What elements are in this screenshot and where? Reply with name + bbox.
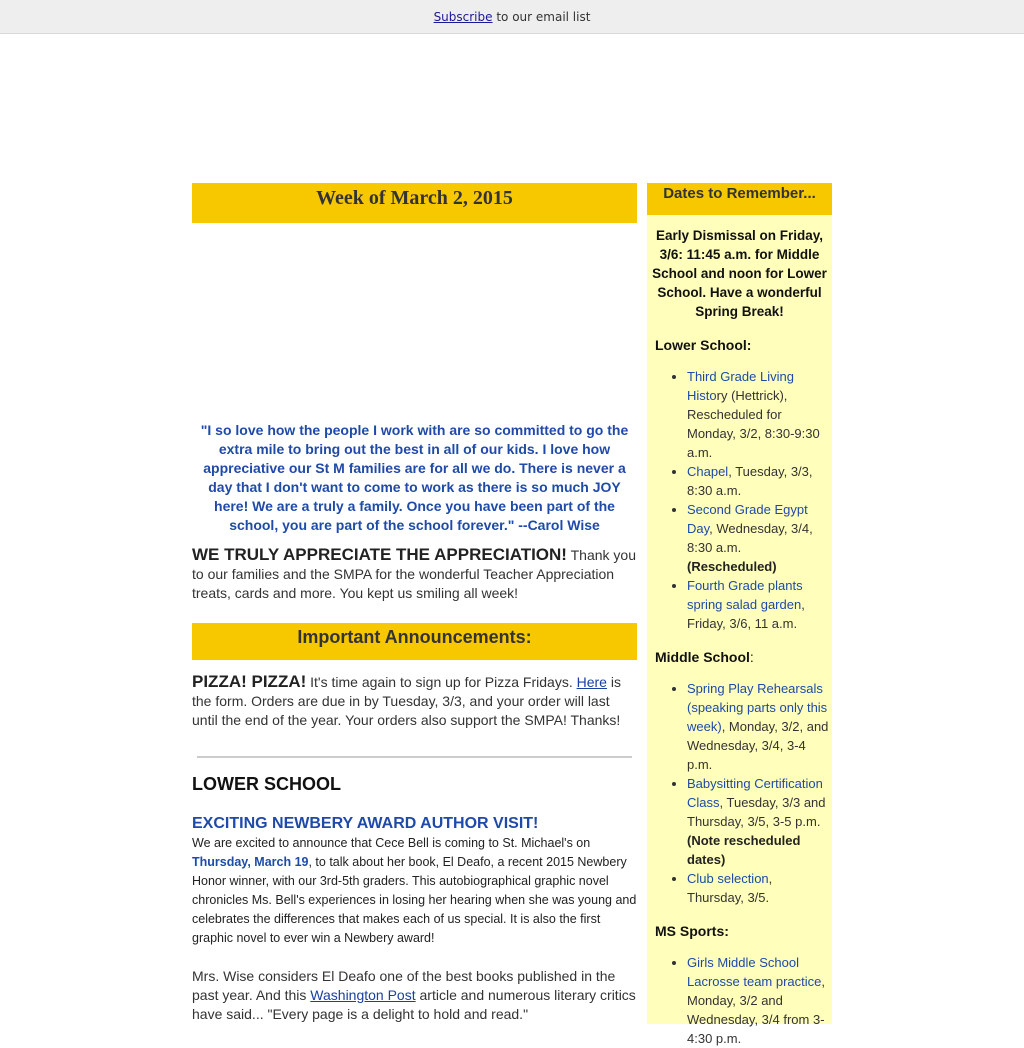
sidebar-title-bar	[647, 183, 832, 215]
event-link[interactable]: Second Grade Egypt Day	[687, 502, 808, 536]
event-link[interactable]: Babysitting Certification Class	[687, 776, 823, 810]
pizza-form-link[interactable]: Here	[576, 674, 607, 690]
week-title: Week of March 2, 2015	[316, 187, 513, 209]
event-link[interactable]: Club selection	[687, 871, 769, 886]
lower-school-dates-list	[647, 367, 832, 633]
event-details: ry (Hettrick), Rescheduled for Monday, 3/2, 8:30-9:30 a.m.	[687, 388, 820, 460]
carol-wise-quote: "I so love how the people I work with are so committed to go the extra mile to bring out the best in all of our kids. I love how appreciative our St M families are for all we do. There is never a day that I don't want to come to work as there is so much JOY here! We are a truly a family. Once you have been part of the school, you are part of the school forever." --Carol Wise	[200, 422, 629, 533]
event-link[interactable]: Chapel	[687, 464, 729, 479]
event-note: (Rescheduled)	[687, 559, 777, 574]
pizza-heading: PIZZA! PIZZA!	[192, 672, 307, 691]
announcements-bar	[192, 623, 637, 660]
subscribe-bar	[0, 0, 1024, 34]
appreciation-text: Thank you to our families and the SMPA for the wonderful Teacher Appreciation treats, cards and more. You kept us smiling all week!	[192, 547, 636, 601]
wise-text-2: article and numerous literary critics have said... "Every page is a delight to hold and read."	[192, 987, 636, 1022]
middle-school-dates-heading	[655, 649, 832, 665]
event-link[interactable]: Fourth Grade plants spring salad garden	[687, 578, 803, 612]
lower-school-dates-heading: Lower School:	[655, 337, 752, 353]
subscribe-text: to our email list	[492, 10, 591, 24]
appreciation-paragraph	[192, 545, 637, 603]
announcements-title: Important Announcements:	[297, 627, 532, 647]
middle-school-label: Middle School	[655, 649, 750, 665]
event-details: , Wednesday, 3/4, 8:30 a.m.	[687, 521, 813, 555]
event-details: , Monday, 3/2 and Wednesday, 3/4 from 3-4:30 p.m.	[687, 974, 826, 1046]
middle-school-colon: :	[749, 649, 754, 665]
wise-paragraph	[192, 967, 637, 1024]
ms-sports-heading: MS Sports:	[655, 923, 729, 939]
middle-school-dates-list	[647, 679, 832, 907]
list-item	[687, 679, 832, 774]
list-item	[687, 869, 832, 907]
list-item	[687, 367, 832, 462]
event-details: , Thursday, 3/5.	[687, 871, 773, 905]
list-item	[687, 953, 832, 1048]
dates-sidebar	[647, 183, 832, 1046]
list-item	[687, 774, 832, 869]
pizza-text-2: is the form. Orders are due in by Tuesday, 3/3, and your order will last until the end of the year. Your orders also support the SMPA! Thanks!	[192, 674, 621, 728]
subscribe-link[interactable]: Subscribe	[433, 10, 493, 24]
event-details: , Tuesday, 3/3 and Thursday, 3/5, 3-5 p.m.	[687, 795, 826, 829]
pizza-paragraph	[192, 672, 637, 730]
event-note: (Note rescheduled dates)	[687, 833, 801, 867]
lower-school-heading: LOWER SCHOOL	[192, 774, 341, 794]
photo-placeholder	[192, 223, 637, 421]
list-item	[687, 576, 832, 633]
list-item	[687, 462, 832, 500]
section-divider	[197, 756, 632, 758]
event-details: , Friday, 3/6, 11 a.m.	[687, 597, 805, 631]
newbery-heading: EXCITING NEWBERY AWARD AUTHOR VISIT!	[192, 815, 539, 832]
event-link[interactable]: Spring Play Rehearsals (speaking parts only this week)	[687, 681, 828, 734]
week-title-bar	[192, 183, 637, 223]
appreciation-heading: WE TRULY APPRECIATE THE APPRECIATION!	[192, 545, 567, 564]
washington-post-link[interactable]: Washington Post	[310, 987, 416, 1003]
sidebar-title: Dates to Remember...	[663, 185, 816, 202]
main-column	[192, 183, 637, 1024]
event-details: , Tuesday, 3/3, 8:30 a.m.	[687, 464, 813, 498]
newbery-text-2: , to talk about her book, El Deafo, a recent 2015 Newbery Honor winner, with our 3rd-5th graders. This autobiographical graphic novel chronicles Ms. Bell's experiences in losing her hearing when she was young and celebrates the differences that makes each of us special. It is also the first graphic novel to ever win a Newbery award!	[192, 855, 637, 945]
event-link[interactable]: Third Grade Living Histo	[687, 369, 794, 403]
wise-text-1: Mrs. Wise considers El Deafo one of the best books published in the past year. And this	[192, 968, 616, 1003]
event-link[interactable]: Girls Middle School Lacrosse team practice	[687, 955, 822, 989]
newbery-paragraph	[192, 834, 637, 948]
pizza-text-1: It's time again to sign up for Pizza Fridays.	[306, 674, 577, 690]
list-item	[687, 500, 832, 576]
newbery-date: Thursday, March 19	[192, 855, 309, 869]
ms-sports-list	[647, 953, 832, 1048]
event-details: , Monday, 3/2, and Wednesday, 3/4, 3-4 p.m.	[687, 719, 829, 772]
early-dismissal-note: Early Dismissal on Friday, 3/6: 11:45 a.m. for Middle School and noon for Lower School. Have a wonderful Spring Break!	[652, 228, 827, 319]
newbery-text-1: We are excited to announce that Cece Bell is coming to St. Michael's on	[192, 836, 591, 850]
